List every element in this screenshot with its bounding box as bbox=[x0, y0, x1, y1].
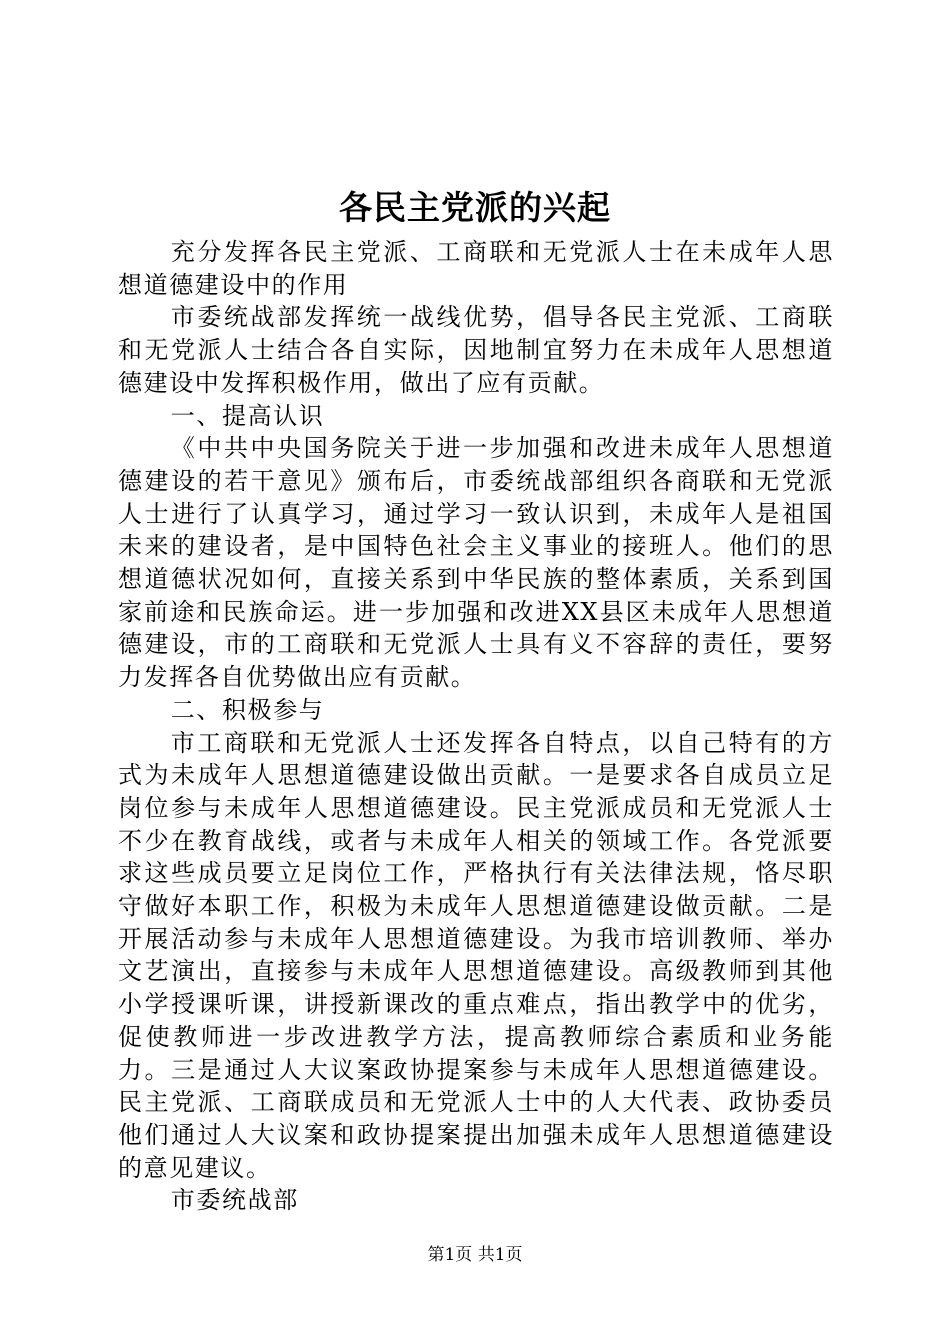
paragraph-section-2: 市工商联和无党派人士还发挥各自特点，以自己特有的方式为未成年人思想道德建设做出贡献。一是要求各自成员立足岗位参与未成年人思想道德建设。民主党派成员和无党派人士不少在教育战线，或者与未成年人相关的领域工作。各党派要求这些成员要立足岗位工作，严格执行有关法律法规，恪尽职守做好本职工作，积极为未成年人思想道德建设做贡献。二是开展活动参与未成年人思想道德建设。为我市培训教师、举办文艺演出，直接参与未成年人思想道德建设。高级教师到其他小学授课听课，讲授新课改的重点难点，指出教学中的优劣，促使教师进一步改进教学方法，提高教师综合素质和业务能力。三是通过人大议案政协提案参与未成年人思想道德建设。民主党派、工商联成员和无党派人士中的人大代表、政协委员他们通过人大议案和政协提案提出加强未成年人思想道德建设的意见建议。 bbox=[118, 728, 834, 1182]
page-footer: 第1页 共1页 bbox=[427, 1245, 523, 1265]
document-body bbox=[118, 236, 834, 1217]
paragraph-subtitle: 充分发挥各民主党派、工商联和无党派人士在未成年人思想道德建设中的作用 bbox=[118, 238, 834, 299]
section-heading-2: 二、积极参与 bbox=[170, 695, 325, 724]
paragraph-intro: 市委统战部发挥统一战线优势，倡导各民主党派、工商联和无党派人士结合各自实际，因地制宜努力在未成年人思想道德建设中发挥积极作用，做出了应有贡献。 bbox=[118, 303, 834, 397]
document-title: 各民主党派的兴起 bbox=[339, 188, 611, 227]
section-heading-1: 一、提高认识 bbox=[170, 401, 325, 430]
signature: 市委统战部 bbox=[170, 1186, 299, 1215]
paragraph-section-1: 《中共中央国务院关于进一步加强和改进未成年人思想道德建设的若干意见》颁布后，市委统战部组织各商联和无党派人士进行了认真学习，通过学习一致认识到，未成年人是祖国未来的建设者，是中国特色社会主义事业的接班人。他们的思想道德状况如何，直接关系到中华民族的整体素质，关系到国家前途和民族命运。进一步加强和改进XX县区未成年人思想道德建设，市的工商联和无党派人士具有义不容辞的责任，要努力发挥各自优势做出应有贡献。 bbox=[118, 434, 834, 692]
